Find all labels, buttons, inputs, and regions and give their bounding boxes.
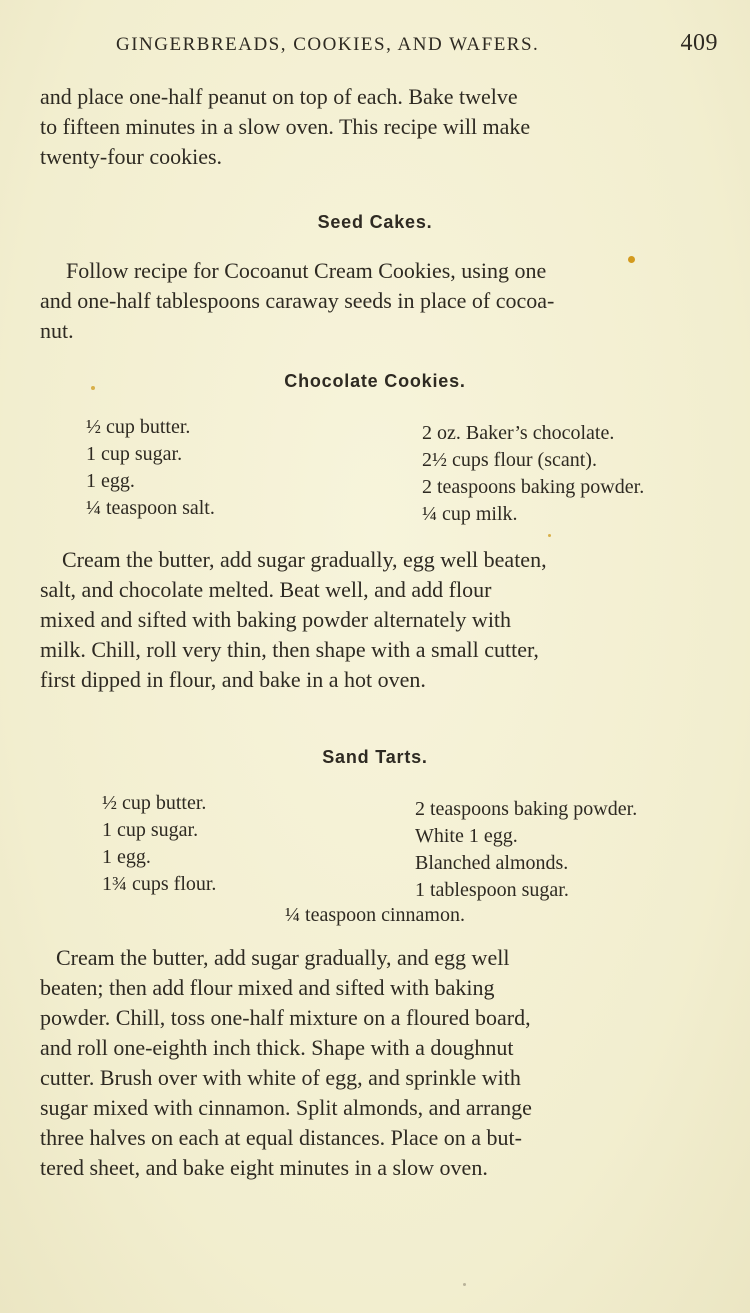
ingredient-item: ½ cup butter.: [102, 792, 207, 814]
ingredient-item: 1 cup sugar.: [86, 443, 183, 465]
page-number: 409: [680, 30, 718, 56]
text-line: first dipped in flour, and bake in a hot oven.: [40, 667, 426, 692]
text-line: cutter. Brush over with white of egg, and sprinkle with: [40, 1065, 521, 1090]
paper-speck: [463, 1283, 466, 1286]
sand-tarts-method: [40, 943, 704, 1183]
text-line: and one-half tablespoons caraway seeds in place of cocoa-: [40, 288, 555, 313]
text-line: mixed and sifted with baking powder alternately with: [40, 607, 512, 632]
ingredient-item: 1¾ cups flour.: [102, 873, 217, 895]
text-line: sugar mixed with cinnamon. Split almonds, and arrange: [40, 1095, 532, 1120]
text-line: and place one-half peanut on top of each. Bake twelve: [40, 84, 518, 109]
text-line: powder. Chill, toss one-half mixture on a floured board,: [40, 1005, 531, 1030]
ingredient-item: 2 oz. Baker’s chocolate.: [422, 422, 615, 444]
text-line: Cream the butter, add sugar gradually, egg well beaten,: [62, 547, 547, 572]
ingredient-item-centered: ¼ teaspoon cinnamon.: [285, 904, 465, 926]
ingredient-item: 1 egg.: [86, 470, 135, 492]
ingredient-item: 2½ cups flour (scant).: [422, 449, 597, 471]
ingredients-right-column: [415, 796, 637, 904]
stain-speck: [91, 386, 95, 390]
ingredient-item: 1 egg.: [102, 846, 151, 868]
recipe-heading-chocolate-cookies: Chocolate Cookies.: [284, 371, 466, 391]
seed-cakes-paragraph: [40, 256, 716, 346]
stain-speck: [548, 534, 551, 537]
chocolate-cookies-method: [40, 545, 716, 695]
text-line: beaten; then add flour mixed and sifted with baking: [40, 975, 495, 1000]
running-head: [116, 30, 718, 57]
text-line: salt, and chocolate melted. Beat well, and add flour: [40, 577, 492, 602]
ingredients-left-column: [86, 414, 215, 522]
text-line: twenty-four cookies.: [40, 144, 223, 169]
ingredient-item: White 1 egg.: [415, 825, 518, 847]
recipe-heading-seed-cakes: Seed Cakes.: [317, 212, 433, 232]
text-line: nut.: [40, 318, 74, 343]
ingredients-left-column: [102, 790, 216, 898]
ingredient-item: 2 teaspoons baking powder.: [415, 798, 638, 820]
text-line: tered sheet, and bake eight minutes in a slow oven.: [40, 1155, 488, 1180]
text-line: and roll one-eighth inch thick. Shape with a doughnut: [40, 1035, 514, 1060]
ingredient-item: 2 teaspoons baking powder.: [422, 476, 645, 498]
text-line: Cream the butter, add sugar gradually, and egg well: [56, 945, 510, 970]
ingredient-item: 1 cup sugar.: [102, 819, 199, 841]
ingredient-item: ¼ teaspoon salt.: [86, 497, 215, 519]
text-line: three halves on each at equal distances. Place on a but-: [40, 1125, 522, 1150]
text-line: Follow recipe for Cocoanut Cream Cookies, using one: [66, 258, 547, 283]
ingredient-item: 1 tablespoon sugar.: [415, 879, 569, 901]
text-line: milk. Chill, roll very thin, then shape with a small cutter,: [40, 637, 539, 662]
ingredients-right-column: [422, 420, 644, 528]
text-line: to fifteen minutes in a slow oven. This recipe will make: [40, 114, 531, 139]
ingredient-item: ½ cup butter.: [86, 416, 191, 438]
recipe-heading-sand-tarts: Sand Tarts.: [322, 747, 428, 767]
running-head-title: GINGERBREADS, COOKIES, AND WAFERS.: [116, 34, 540, 55]
continuation-paragraph: [40, 82, 716, 172]
ingredient-item: ¼ cup milk.: [422, 503, 518, 525]
stain-speck: [628, 256, 635, 263]
ingredient-item: Blanched almonds.: [415, 852, 569, 874]
